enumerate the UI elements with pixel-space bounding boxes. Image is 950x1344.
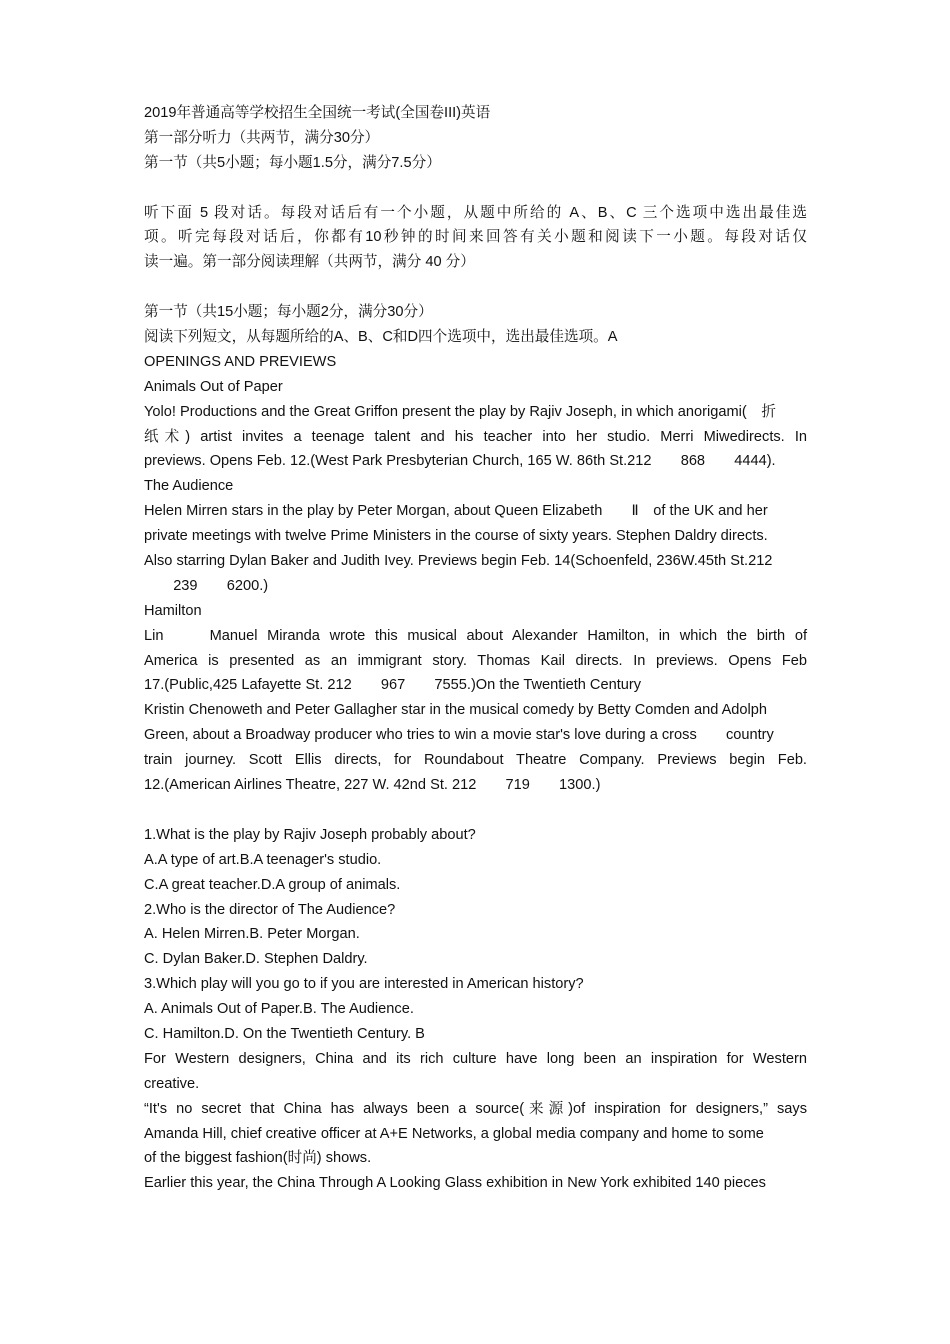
play-title: Hamilton bbox=[144, 602, 202, 619]
passage-b-line: “It's no secret that China has always been a source(来源)of inspiration for designers,” says bbox=[144, 1100, 807, 1117]
play-text-line: Green, about a Broadway producer who tries to win a movie star's love during a cross country bbox=[144, 727, 774, 744]
play-text-line: Helen Mirren stars in the play by Peter Morgan, about Queen Elizabeth Ⅱ of the UK and her bbox=[144, 503, 768, 520]
play-title: Animals Out of Paper bbox=[144, 378, 283, 395]
passage-heading: OPENINGS AND PREVIEWS bbox=[144, 353, 337, 370]
spacer bbox=[144, 176, 807, 201]
question-stem: 2.Who is the director of The Audience? bbox=[144, 901, 396, 918]
play-text-line: train journey. Scott Ellis directs, for Roundabout Theatre Company. Previews begin Feb. bbox=[144, 752, 807, 769]
document-page bbox=[144, 101, 807, 1196]
play-text-line: 239 6200.) bbox=[144, 577, 269, 594]
play-text-line: Kristin Chenoweth and Peter Gallagher star in the musical comedy by Betty Comden and Adolph bbox=[144, 702, 768, 719]
play-text-line: Lin Manuel Miranda wrote this musical about Alexander Hamilton, in which the birth of bbox=[144, 627, 807, 644]
play-text-line: America is presented as an immigrant story. Thomas Kail directs. In previews. Opens Feb bbox=[144, 652, 807, 669]
question-options: A. Helen Mirren.B. Peter Morgan. bbox=[144, 926, 360, 943]
reading-instruction: 阅读下列短文，从每题所给的A、B、C和D四个选项中，选出最佳选项。A bbox=[144, 329, 618, 346]
exam-title: 2019年普通高等学校招生全国统一考试(全国卷III)英语 bbox=[144, 105, 491, 121]
question-options: C.A great teacher.D.A group of animals. bbox=[144, 876, 401, 893]
question-stem: 1.What is the play by Rajiv Joseph probably about? bbox=[144, 826, 476, 843]
passage-b-line: Earlier this year, the China Through A Looking Glass exhibition in New York exhibited 140 pieces bbox=[144, 1175, 766, 1192]
play-text-line: 12.(American Airlines Theatre, 227 W. 42nd St. 212 719 1300.) bbox=[144, 777, 601, 794]
spacer bbox=[144, 275, 807, 300]
listening-instruction-line: 读一遍。第一部分阅读理解（共两节，满分 40 分） bbox=[144, 254, 475, 271]
play-text-line: 17.(Public,425 Lafayette St. 212 967 7555.)On the Twentieth Century bbox=[144, 677, 642, 694]
play-title: The Audience bbox=[144, 478, 234, 495]
part-one-heading: 第一部分听力（共两节，满分30分） bbox=[144, 129, 380, 146]
section-one-heading: 第一节（共5小题；每小题1.5分，满分7.5分） bbox=[144, 154, 441, 171]
listening-instruction-line: 听下面 5 段对话。每段对话后有一个小题，从题中所给的 A、B、C 三个选项中选出最佳选 bbox=[144, 204, 807, 221]
play-text-line: 纸术) artist invites a teenage talent and his teacher into her studio. Merri Miwedirects. In bbox=[144, 428, 807, 445]
question-options: A. Animals Out of Paper.B. The Audience. bbox=[144, 1001, 414, 1018]
question-stem: 3.Which play will you go to if you are interested in American history? bbox=[144, 976, 584, 993]
passage-b-line: For Western designers, China and its rich culture have long been an inspiration for Western bbox=[144, 1050, 807, 1067]
spacer bbox=[144, 798, 807, 823]
play-text-line: private meetings with twelve Prime Ministers in the course of sixty years. Stephen Daldry directs. bbox=[144, 528, 768, 545]
play-text-line: Also starring Dylan Baker and Judith Ivey. Previews begin Feb. 14(Schoenfeld, 236W.45th St.212 bbox=[144, 553, 773, 570]
play-text-line: previews. Opens Feb. 12.(West Park Presbyterian Church, 165 W. 86th St.212 868 4444). bbox=[144, 453, 776, 470]
passage-b-line: creative. bbox=[144, 1075, 200, 1092]
play-text-line: Yolo! Productions and the Great Griffon present the play by Rajiv Joseph, in which anorigami( 折 bbox=[144, 403, 776, 420]
question-options: C. Dylan Baker.D. Stephen Daldry. bbox=[144, 951, 368, 968]
question-options: C. Hamilton.D. On the Twentieth Century. B bbox=[144, 1025, 425, 1042]
reading-section-heading: 第一节（共15小题；每小题2分，满分30分） bbox=[144, 304, 433, 321]
listening-instruction-line: 项。听完每段对话后，你都有10秒钟的时间来回答有关小题和阅读下一小题。每段对话仅 bbox=[144, 229, 807, 246]
passage-b-line: Amanda Hill, chief creative officer at A+E Networks, a global media company and home to some bbox=[144, 1125, 764, 1142]
passage-b-line: of the biggest fashion(时尚) shows. bbox=[144, 1150, 372, 1167]
question-options: A.A type of art.B.A teenager's studio. bbox=[144, 851, 382, 868]
